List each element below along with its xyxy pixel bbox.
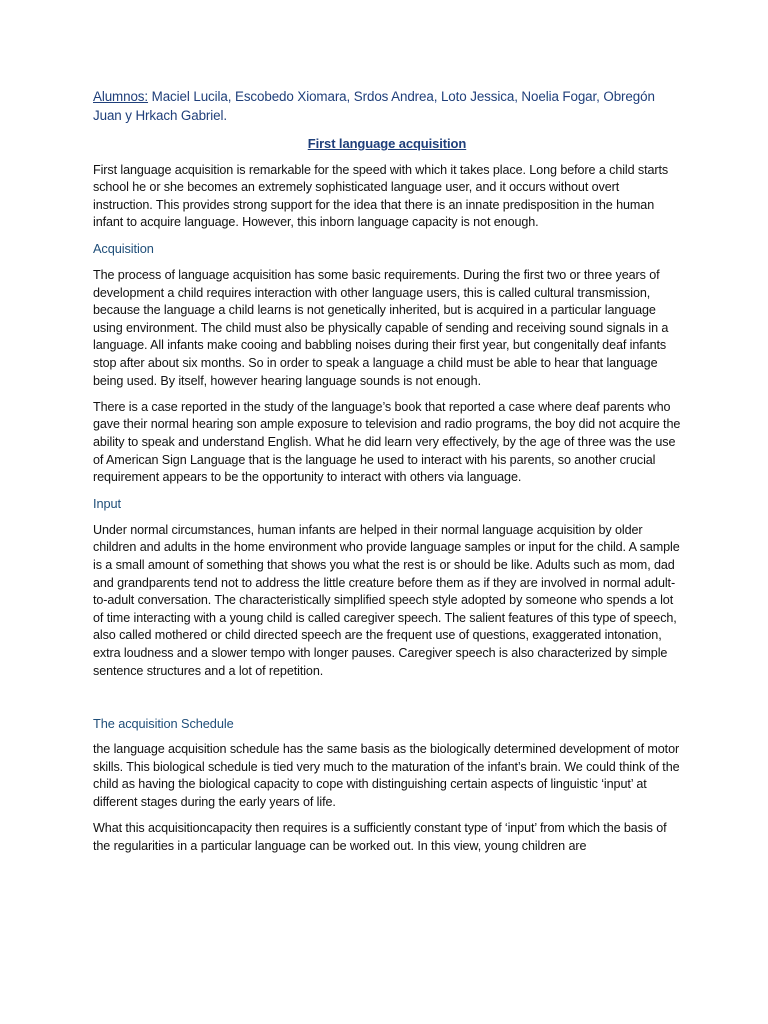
schedule-paragraph-1: the language acquisition schedule has the same basis as the biologically determined development of motor skills. This biological schedule is tied very much to the maturation of the infant’s brain. We could think of the child as having the biological capacity to cope with distinguishing certain aspects of linguistic ‘input’ at different stages during the early years of life.	[93, 742, 680, 809]
acquisition-paragraph-2: There is a case reported in the study of the language’s book that reported a case where deaf parents who gave their normal hearing son ample exposure to television and radio programs, the boy did not acquire the ability to speak and understand English. What he did learn very effectively, by the age of three was the use of American Sign Language that is the language he used to interact with his parents, so another crucial requirement appears to be the opportunity to interact with others via language.	[93, 399, 681, 485]
document-page	[93, 87, 681, 864]
authors-label: Alumnos:	[93, 89, 149, 104]
section-spacer	[93, 689, 681, 715]
document-title: First language acquisition	[307, 136, 467, 151]
section-heading-acquisition: Acquisition	[93, 241, 154, 257]
schedule-paragraph-2: What this acquisitioncapacity then requires is a sufficiently constant type of ‘input’ from which the basis of the regularities in a particular language can be worked out. In this view, young children are	[93, 821, 667, 853]
section-heading-schedule: The acquisition Schedule	[93, 715, 234, 731]
section-heading-input: Input	[93, 496, 121, 512]
acquisition-paragraph-1: The process of language acquisition has some basic requirements. During the first two or three years of development a child requires interaction with other language users, this is called cultural transmission, because the language a child learns is not genetically inherited, but is acquired in a particular language using environment. The child must also be physically capable of sending and receiving sound signals in a language. All infants make cooing and babbling noises during their first year, but congenitally deaf infants stop after about six months. So in order to speak a language a child must be able to hear that language being used. By itself, however hearing language sounds is not enough.	[93, 268, 669, 388]
intro-paragraph: First language acquisition is remarkable for the speed with which it takes place. Long before a child starts school he or she becomes an extremely sophisticated language user, and it occurs without overt instruction. This provides strong support for the idea that there is an innate predisposition in the human infant to acquire language. However, this inborn language capacity is not enough.	[93, 162, 669, 230]
input-paragraph-1: Under normal circumstances, human infants are helped in their normal language acquisition by older children and adults in the home environment who provide language samples or input for the child. A sample is a small amount of something that shows you what the rest is or should be like. Adults such as mom, dad and grandparents tend not to address the little creature before them as if they are involved in normal adult-to-adult conversation. The characteristically simplified speech style adopted by someone who spends a lot of time interacting with a young child is called caregiver speech. The salient features of this type of speech, also called mothered or child directed speech are the frequent use of questions, exaggerated intonation, extra loudness and a slower tempo with longer pauses. Caregiver speech is also characterized by simple sentence structures and a lot of repetition.	[93, 522, 680, 678]
authors-line	[93, 87, 681, 125]
authors-names: Maciel Lucila, Escobedo Xiomara, Srdos Andrea, Loto Jessica, Noelia Fogar, Obregón Juan y Hrkach Gabriel.	[93, 89, 655, 123]
